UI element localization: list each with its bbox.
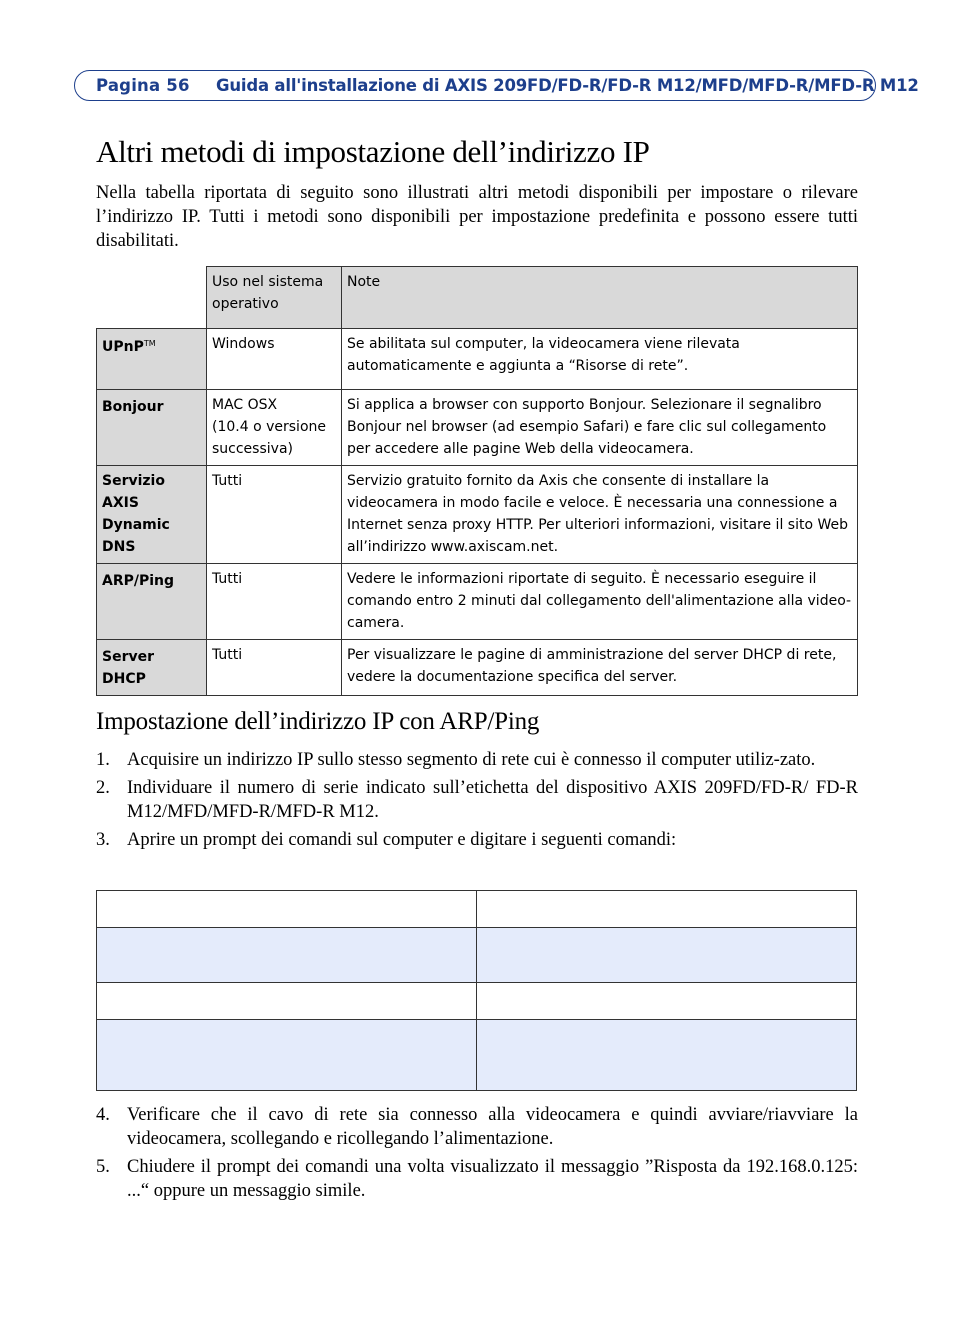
list-item: 4. Verificare che il cavo di rete sia connesso alla videocamera e quindi avviare/riavviare la videocamera, scollegando e ricollegando l’alimentazione. (96, 1105, 858, 1149)
table-cell (97, 891, 477, 928)
note-cell: Per visualizzare le pagine di amministrazione del server DHCP di rete, vedere la documentazione specifica del server. (342, 640, 858, 696)
list-item: 2. Individuare il numero di serie indicato sull’etichetta del dispositivo AXIS 209FD/FD-R/ FD-R M12/MFD/MFD-R/MFD-R M12. (96, 778, 858, 822)
table-row (97, 390, 858, 466)
steps-list-1 (96, 748, 858, 852)
note-cell: Se abilitata sul computer, la videocamera viene rilevata automaticamente e aggiunta a “Risorse di rete”. (342, 329, 858, 390)
note-cell: Servizio gratuito fornito da Axis che consente di installare la videocamera in modo facile e veloce. È necessaria una connessione a Internet senza proxy HTTP. Per ulteriori informazioni, visitare il sito Web all’indirizzo www.axiscam.net. (342, 466, 858, 564)
page-number: Pagina 56 (96, 76, 190, 95)
os-cell: MAC OSX (10.4 o versione successiva) (207, 390, 342, 466)
table-row (97, 983, 857, 1020)
method-dhcp-server: Server DHCP (97, 640, 207, 696)
subsection-title: Impostazione dell’indirizzo IP con ARP/Ping (96, 708, 540, 735)
table-row (97, 928, 857, 983)
method-arp-ping: ARP/Ping (97, 564, 207, 640)
table-row (97, 466, 858, 564)
note-cell: Vedere le informazioni riportate di seguito. È necessario eseguire il comando entro 2 minuti dal collegamento dell'alimentazione alla video-camera. (342, 564, 858, 640)
method-axis-dynamic-dns: Servizio AXIS Dynamic DNS (97, 466, 207, 564)
table-cell (477, 1020, 857, 1091)
commands-table (96, 890, 857, 1091)
table-cell (97, 983, 477, 1020)
table-cell (97, 1020, 477, 1091)
steps-list-2 (96, 1103, 858, 1203)
methods-table (96, 266, 858, 696)
table-header-row (97, 267, 858, 329)
table-row (97, 640, 858, 696)
os-cell: Tutti (207, 466, 342, 564)
table-corner (97, 267, 207, 329)
header-note: Note (342, 267, 858, 329)
table-row (97, 891, 857, 928)
section-title: Altri metodi di impostazione dell’indirizzo IP (96, 134, 650, 169)
os-cell: Windows (207, 329, 342, 390)
os-cell: Tutti (207, 640, 342, 696)
list-item: 5. Chiudere il prompt dei comandi una volta visualizzato il messaggio ”Risposta da 192.168.0.125: ...“ oppure un messaggio simile. (96, 1157, 858, 1201)
note-cell: Si applica a browser con supporto Bonjour. Selezionare il segnalibro Bonjour nel browser (ad esempio Safari) e fare clic sul collegamento per accedere alle pagine Web della videocamera. (342, 390, 858, 466)
table-row (97, 1020, 857, 1091)
table-cell (477, 983, 857, 1020)
table-row (97, 564, 858, 640)
page-header (74, 70, 919, 101)
table-cell (97, 928, 477, 983)
document-title: Guida all'installazione di AXIS 209FD/FD-R/FD-R M12/MFD/MFD-R/MFD-R M12 (216, 76, 919, 95)
table-cell (477, 891, 857, 928)
table-row (97, 329, 858, 390)
method-bonjour: Bonjour (97, 390, 207, 466)
header-os: Uso nel sistema operativo (207, 267, 342, 329)
table-cell (477, 928, 857, 983)
intro-paragraph: Nella tabella riportata di seguito sono illustrati altri metodi disponibili per impostare o rilevare l’indirizzo IP. Tutti i metodi sono disponibili per impostazione predefinita e possono essere tutti disabilitati. (96, 183, 858, 251)
method-upnp: UPnP™ (97, 329, 207, 390)
list-item: 1. Acquisire un indirizzo IP sullo stesso segmento di rete cui è connesso il computer utiliz-zato. (96, 750, 816, 770)
os-cell: Tutti (207, 564, 342, 640)
list-item: 3. Aprire un prompt dei comandi sul computer e digitare i seguenti comandi: (96, 830, 677, 850)
